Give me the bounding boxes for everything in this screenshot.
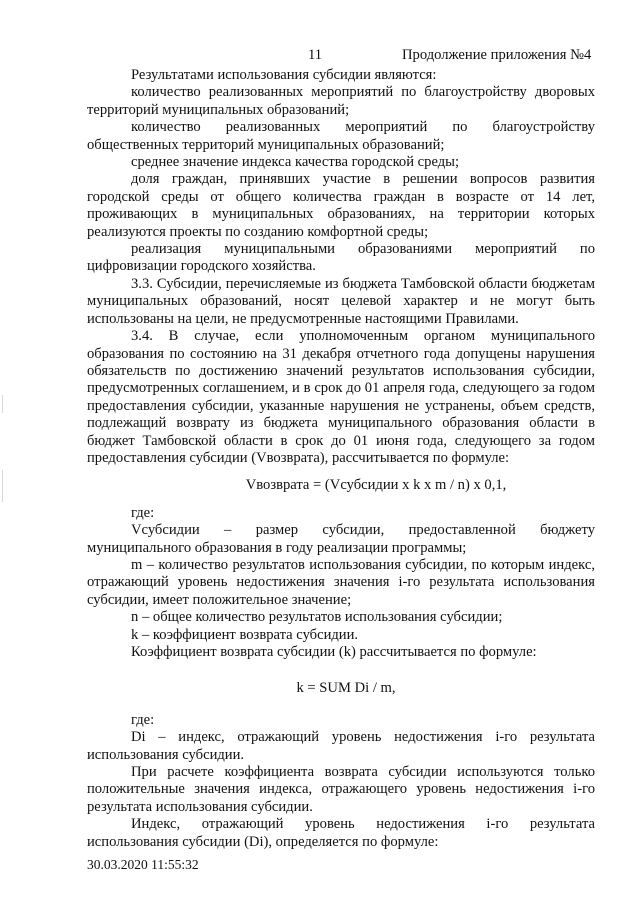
paragraph: m – количество результатов использования субсидии, по которым индекс, отражающий уровень недостижения значения i-го результата использования субсидии, имеет положительное значение; [87,556,595,608]
paragraph: k – коэффициент возврата субсидии. [131,626,359,643]
paragraph: количество реализованных мероприятий по благоустройству общественных территорий муниципальных образований; [87,119,595,153]
paragraph: Di – индекс, отражающий уровень недостижения i-го результата использования субсидии. [87,729,595,763]
paragraph: реализация муниципальными образованиями мероприятий по цифровизации городского хозяйства. [87,241,595,275]
paragraph: Индекс, отражающий уровень недостижения i-го результата использования субсидии (Di), определяется по формуле: [87,816,595,850]
margin-mark [2,395,3,413]
paragraph: n – общее количество результатов использования субсидии; [131,609,503,626]
paragraph: При расчете коэффициента возврата субсидии используются только положительные значения индекса, отражающего уровень недостижения i-го результата использования субсидии. [87,764,595,815]
page-number: 11 [308,47,323,63]
paragraph: доля граждан, принявших участие в решении вопросов развития городской среды от общего количества граждан в возрасте от 14 лет, проживающих в муниципальных образованиях, на территории которых реализуются проекты по созданию комфортной среды; [87,171,595,240]
margin-mark [2,470,3,502]
appendix-continuation: Продолжение приложения №4 [402,47,592,63]
paragraph: количество реализованных мероприятий по благоустройству дворовых территорий муниципальных образований; [87,84,595,118]
paragraph: 3.3. Субсидии, перечисляемые из бюджета Тамбовской области бюджетам муниципальных образований, носят целевой характер и не могут быть использованы на цели, не предусмотренные настоящими Правилами. [87,275,595,327]
paragraph: Коэффициент возврата субсидии (k) рассчитывается по формуле: [131,644,537,660]
paragraph: 3.4. В случае, если уполномоченным органом муниципального образования по состоянию на 31 декабря отчетного года допущены нарушения обязательств по достижению значений результатов использования субсидии, предусмотренных соглашением, и в срок до 01 апреля года, следующего за годом предоставления субсидии, указанные нарушения не устранены, объем средств, подлежащий возврату из бюджета муниципального образования области в бюджет Тамбовской области в срок до 01 июня года, следующего за годом предоставления субсидии (Vвозврата), рассчитывается по формуле: [87,328,595,466]
document-body [87,67,595,851]
print-timestamp: 30.03.2020 11:55:32 [87,857,199,872]
where-label: где: [131,711,155,728]
where-label: где: [131,504,155,521]
paragraph: среднее значение индекса качества городской среды; [131,154,460,171]
refund-formula: Vвозврата = (Vсубсидии x k x m / n) x 0,1, [245,477,507,494]
coefficient-formula: k = SUM Di / m, [296,680,396,697]
paragraph: Результатами использования субсидии являются: [131,67,437,83]
paragraph: Vсубсидии – размер субсидии, предоставленной бюджету муниципального образования в году реализации программы; [87,522,595,556]
page-header [0,47,640,67]
